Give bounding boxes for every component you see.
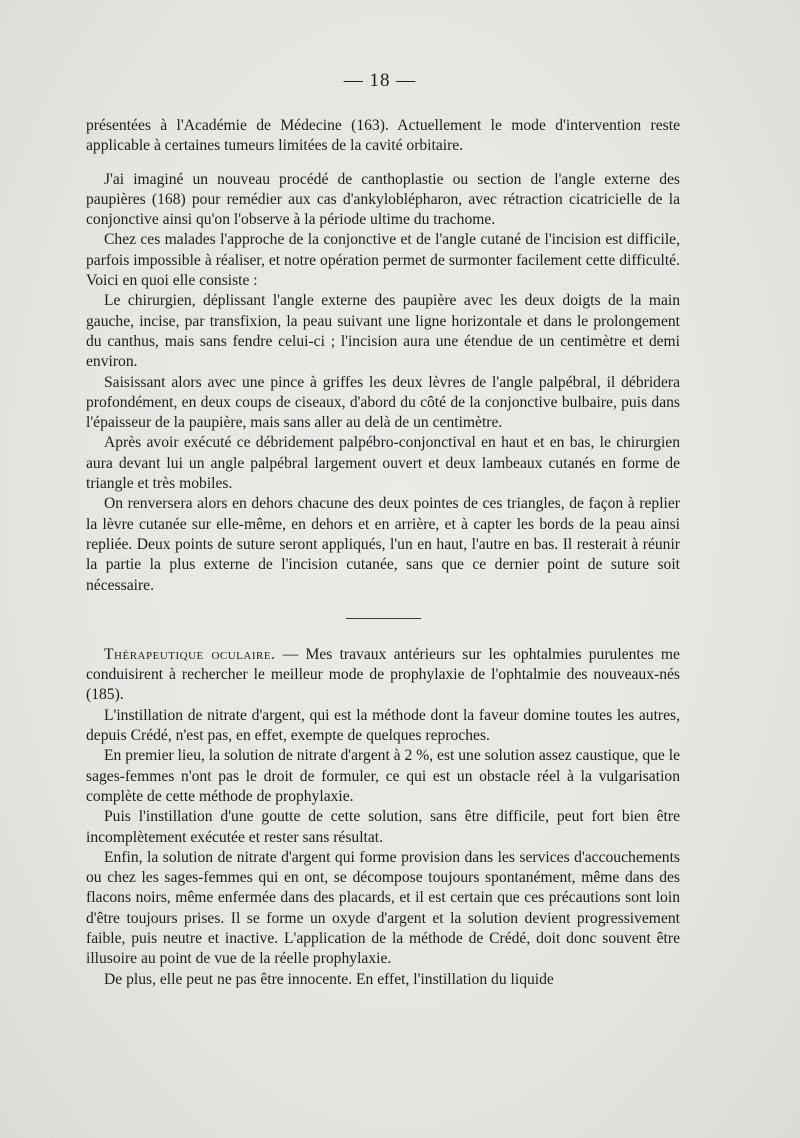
paragraph: De plus, elle peut ne pas être innocente. En effet, l'instillation du liquide xyxy=(104,970,554,988)
paragraph: présentées à l'Académie de Médecine (163). Actuellement le mode d'intervention reste applicable à certaines tumeurs limitées de la cavité orbitaire. xyxy=(86,117,680,155)
body-text xyxy=(86,116,680,990)
paragraph: On renversera alors en dehors chacune des deux pointes de ces triangles, de façon à replier la lèvre cutanée sur elle-même, en dehors et en arrière, et à capter les bords de la peau ainsi repliée. Deux points de suture seront appliqués, l'un en haut, l'autre en bas. Il resterait à réunir la partie la plus externe de l'incision cutanée, sans que ce dernier point de suture soit nécessaire. xyxy=(86,495,680,594)
paragraph: Le chirurgien, déplissant l'angle externe des paupière avec les deux doigts de la main gauche, incise, par transfixion, la peau suivant une ligne horizontale et dans le prolongement du canthus, mais sans fendre celui-ci ; l'incision aura une étendue de un centimètre et demi environ. xyxy=(86,292,680,371)
page-number: — 18 — xyxy=(343,70,417,91)
paragraph xyxy=(86,645,680,706)
paragraph-text: — Mes travaux antérieurs sur les ophtalmies purulentes me conduisirent à rechercher le meilleur mode de prophylaxie de l'ophtalmie des nouveaux-nés (185). xyxy=(86,645,680,704)
section-divider xyxy=(346,618,421,619)
paragraph: L'instillation de nitrate d'argent, qui est la méthode dont la faveur domine toutes les autres, depuis Crédé, n'est pas, en effet, exempte de quelques reproches. xyxy=(86,706,680,745)
paragraph: Chez ces malades l'approche de la conjonctive et de l'angle cutané de l'incision est difficile, parfois impossible à réaliser, et notre opération permet de surmonter facilement cette difficulté. Voici en quoi elle consiste : xyxy=(86,231,680,290)
section-heading: Thérapeutique oculaire. xyxy=(104,645,276,663)
paragraph: Enfin, la solution de nitrate d'argent qui forme provision dans les services d'accouchements ou chez les sages-femmes qui en ont, se décompose toujours spontanément, même dans des flacons noirs, même enfermée dans des placards, et il est certain que ces précautions sont loin d'être toujours prises. Il se forme un oxyde d'argent et la solution devient progressivement faible, puis neutre et inactive. L'application de la méthode de Crédé, doit donc souvent être illusoire au point de vue de la réelle prophylaxie. xyxy=(86,848,680,968)
paragraph: Puis l'instillation d'une goutte de cette solution, sans être difficile, peut fort bien être incomplètement exécutée et rester sans résultat. xyxy=(86,808,680,846)
paragraph: En premier lieu, la solution de nitrate d'argent à 2 %, est une solution assez caustique, que le sages-femmes n'ont pas le droit de formuler, ce qui est un obstacle réel à la vulgarisation complète de cette méthode de prophylaxie. xyxy=(86,747,680,805)
paragraph: Saisissant alors avec une pince à griffes les deux lèvres de l'angle palpébral, il débridera profondément, en deux coups de ciseaux, d'abord du côté de la conjonctive bulbaire, puis dans l'épaisseur de la paupière, mais sans aller au delà de un centimètre. xyxy=(86,373,680,432)
paragraph: J'ai imaginé un nouveau procédé de canthoplastie ou section de l'angle externe des paupières (168) pour remédier aux cas d'ankyloblépharon, avec rétraction cicatricielle de la conjonctive ainsi qu'on l'observe à la période ultime du trachome. xyxy=(86,170,680,229)
paragraph: Après avoir exécuté ce débridement palpébro-conjonctival en haut et en bas, le chirurgien aura devant lui un angle palpébral largement ouvert et deux lambeaux cutanés en forme de triangle et très mobiles. xyxy=(86,434,680,493)
